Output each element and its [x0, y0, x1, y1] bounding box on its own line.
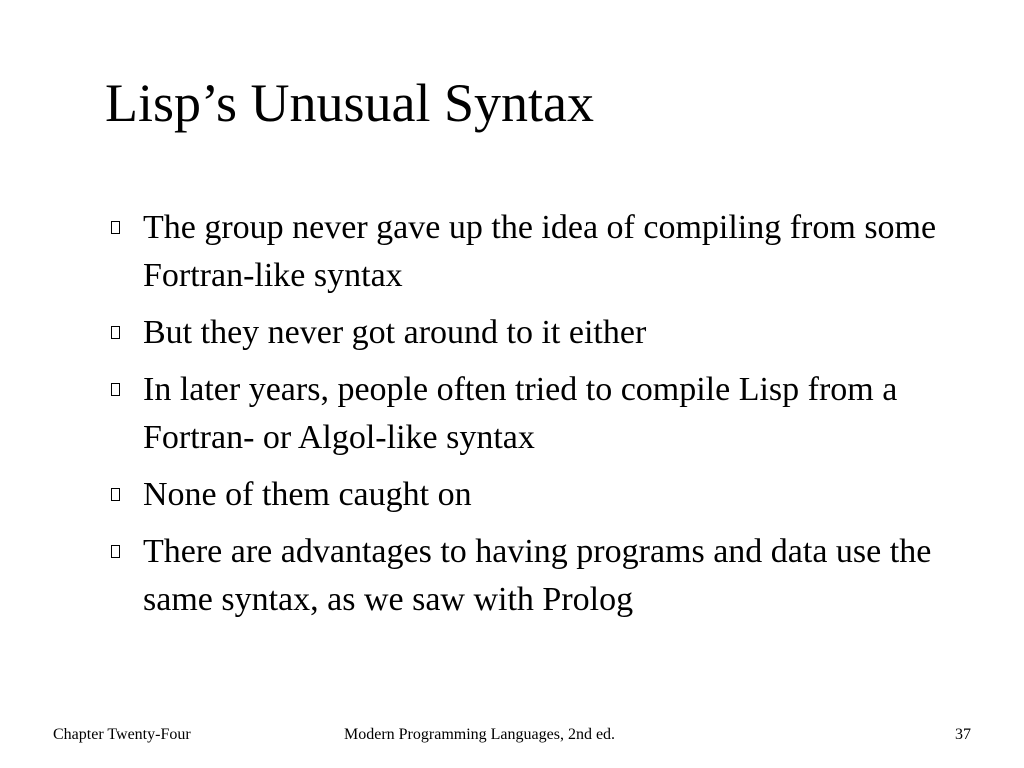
- page-number: 37: [955, 726, 971, 743]
- bullet-text: In later years, people often tried to compile Lisp from a Fortran- or Algol-like syntax: [143, 371, 898, 456]
- footer-book-title: Modern Programming Languages, 2nd ed.: [344, 726, 616, 743]
- box-bullet-icon: [111, 221, 120, 234]
- bullet-item: [105, 309, 965, 357]
- box-bullet-icon: [111, 488, 120, 501]
- bullet-item: [105, 528, 965, 624]
- bullet-item: [105, 471, 965, 519]
- bullet-list: [105, 204, 965, 633]
- bullet-text: None of them caught on: [143, 476, 472, 513]
- slide-title: Lisp’s Unusual Syntax: [105, 73, 595, 133]
- bullet-text: There are advantages to having programs and data use the same syntax, as we saw with Prolog: [143, 533, 932, 618]
- footer-chapter: Chapter Twenty-Four: [53, 726, 191, 743]
- box-bullet-icon: [111, 545, 120, 558]
- bullet-item: [105, 204, 965, 300]
- bullet-item: [105, 366, 965, 462]
- box-bullet-icon: [111, 383, 120, 396]
- bullet-text: But they never got around to it either: [143, 314, 647, 351]
- box-bullet-icon: [111, 326, 120, 339]
- bullet-text: The group never gave up the idea of compiling from some Fortran-like syntax: [143, 209, 937, 294]
